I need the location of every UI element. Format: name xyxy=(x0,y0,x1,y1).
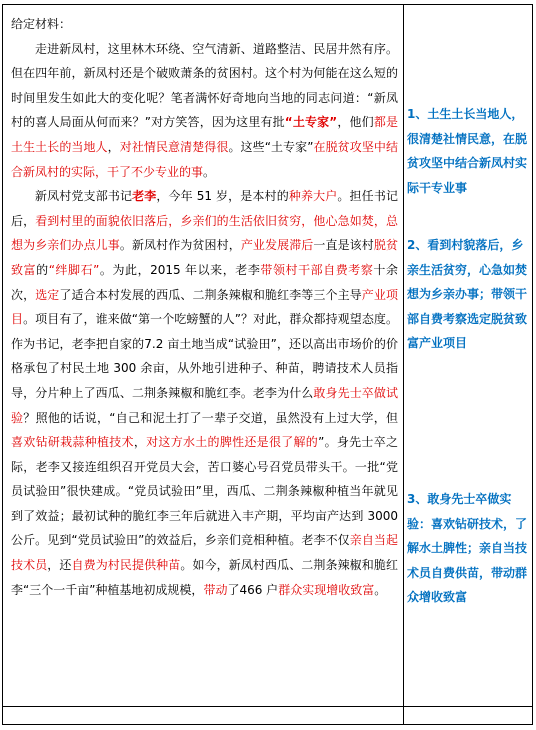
p1-text: 。这些“土专家” xyxy=(228,139,314,154)
p2-text: 十余次， xyxy=(11,262,398,302)
p2-highlight-xiangmu: 产业项目 xyxy=(11,287,398,327)
p2-highlight-zhifu: 脱贫致富 xyxy=(11,238,398,277)
p2-text: 。为此，2015 年以来，老李 xyxy=(99,262,261,277)
p2-highlight-dahu: 种养大户 xyxy=(288,189,338,204)
p1-highlight-tu-zhuanjia: “土专家” xyxy=(284,115,338,130)
p2-text: 。担任书记后， xyxy=(11,189,398,228)
p1-highlight-sheqing: 对社情民意清楚得很 xyxy=(119,139,229,154)
p2-text: 了466 户 xyxy=(227,582,279,597)
p2-text: 新凤村党支部书记 xyxy=(35,189,133,204)
p2-text: 的 xyxy=(36,262,49,277)
p2-text: ，今年 51 岁，是本村的 xyxy=(156,189,289,204)
p2-highlight-daidong: 带动 xyxy=(203,582,228,597)
p1-text: 。 xyxy=(203,164,216,179)
p1-text: ， xyxy=(107,139,120,154)
p2-text: 。项目有了，谁来做“第一个吃螃蟹的人”？对此，群众都持观望态度。作为书记，老李把自家的7.2 亩土地当成“试验田”，还以高出市场价的价格承包了村民土地 300 余亩，从外地引进种子、种苗，聘请技术人员指导，分片种上了西瓜、二荆条辣椒和脆红李。老李为什么 xyxy=(11,312,398,400)
material-heading: 给定材料： xyxy=(11,17,72,31)
p2-highlight-zuanyan: 喜欢钻研栽蒜种植技术 xyxy=(11,435,134,450)
p2-highlight-kaocha: 带领村干部自费考察 xyxy=(260,262,374,277)
p2-highlight-shiyan: 敢身先士卒做试验 xyxy=(11,385,398,425)
material-table xyxy=(2,4,533,725)
annotation-1: 1、土生土长当地人，很清楚社情民意，在脱贫攻坚中结合新凤村实际干专业事 xyxy=(407,107,528,195)
paragraph-2 xyxy=(11,184,398,602)
p2-text: 。新凤村作为贫困村， xyxy=(119,238,241,253)
p2-highlight-jishuyuan: 亲自当起技术员 xyxy=(11,533,398,573)
paragraph-1 xyxy=(11,37,398,185)
p1-highlight-shiji: 在脱贫攻坚中结合新凤村的实际，干了不少专业的事 xyxy=(11,139,398,179)
p1-highlight-local: 都是土生土长的当地人 xyxy=(11,115,398,154)
p2-highlight-xinji: 看到村里的面貌依旧落后，乡亲们的生活依旧贫穷，他心急如焚，总想为乡亲们办点儿事 xyxy=(11,213,398,253)
annotation-2: 2、看到村貌落后，乡亲生活贫穷，心急如焚想为乡亲办事；带领干部自费考察选定脱贫致富产业项目 xyxy=(407,238,528,351)
p2-text: 了适合本村发展的西瓜、二荆条辣椒和脆红李等三个主导 xyxy=(59,287,362,302)
p2-highlight-zhifu-qunzhong: 群众实现增收致富 xyxy=(278,582,375,597)
annotation-3: 3、敢身先士卒做实验：喜欢钻研技术，了解水土脾性；亲自当技术员自费供苗，带动群众增收致富 xyxy=(407,492,528,605)
column-divider xyxy=(403,5,404,724)
p2-text: ，还 xyxy=(47,558,72,573)
p2-highlight-zhongmiao: 自费为村民提供种苗 xyxy=(71,558,181,573)
p2-highlight-zhihou: 产业发展滞后 xyxy=(240,238,314,253)
p2-text: ”。身先士卒之际，老李又接连组织召开党员大会，苦口婆心号召党员带头干。一批“党员试验田”很快建成。“党员试验田”里，西瓜、二荆条辣椒种植当年就见到了效益；最初试种的脆红李三年后就进入丰产期，平均亩产达到 3000 公斤。见到“党员试验田”的效益后，乡亲们竞相种植。老李不仅 xyxy=(11,435,398,548)
p2-highlight-shuitu: 对这方水土的脾性还是很了解的 xyxy=(146,435,319,450)
p1-text: 走进新凤村，这里林木环绕、空气清新、道路整洁、民居井然有序。但在四年前，新凤村还是个破败萧条的贫困村。这个村为何能在这么短的时间里发生如此大的变化呢？笔者满怀好奇地向当地的同志问道：“新凤村的喜人局面从何而来？”对方笑答，因为这里有批 xyxy=(11,41,398,130)
p2-text: 一直是该村 xyxy=(313,238,374,253)
p2-highlight-banjiaoshi: “绊脚石” xyxy=(48,262,100,277)
p2-text: 。 xyxy=(374,582,387,597)
p1-text: ，他们 xyxy=(337,115,374,130)
bottom-row-divider xyxy=(3,706,532,707)
material-column xyxy=(11,12,398,602)
p2-text: ？照他的话说，“自己和泥土打了一辈子交道，虽然没有上过大学，但 xyxy=(23,410,398,425)
p2-text: 。如今，新凤村西瓜、二荆条辣椒和脆红李“三个一千亩”种植基地初成规模， xyxy=(11,558,398,597)
p2-text: ， xyxy=(133,435,147,450)
p2-highlight-laoli: 老李 xyxy=(132,189,157,204)
p2-highlight-xuanding: 选定 xyxy=(35,287,60,302)
